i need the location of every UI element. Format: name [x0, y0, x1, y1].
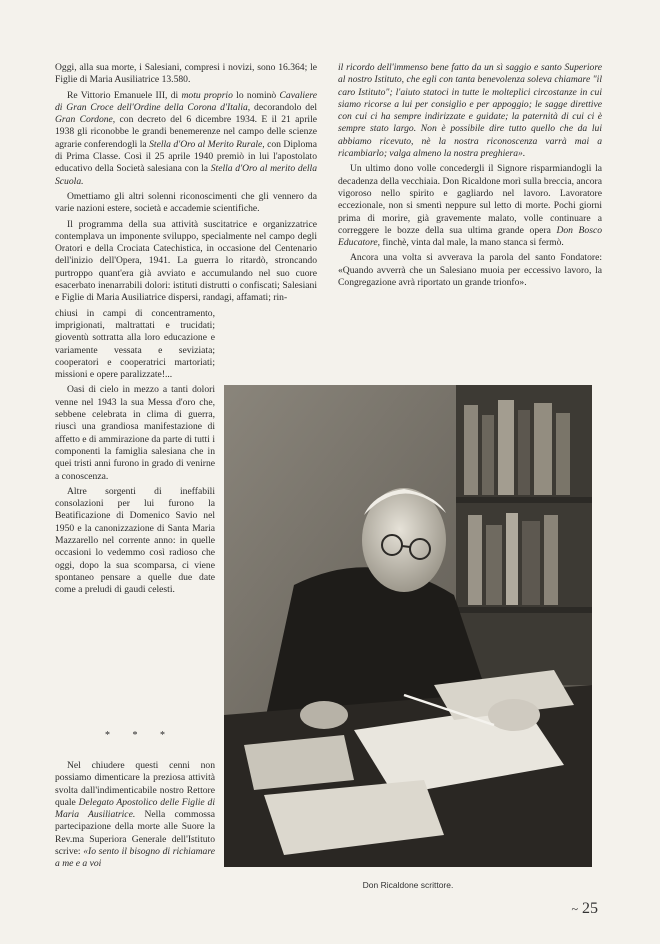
- text-span: Nel chiudere questi cenni non possiamo dimenticare la preziosa attività svolta dall'indimenticabile nostro Rettore quale: [55, 760, 215, 808]
- text-span: Nella commossa partecipazione della morte alle Suore la Rev.ma Superiora Generale dell'Istituto scrive:: [55, 809, 216, 858]
- paragraph: Oggi, alla sua morte, i Salesiani, compresi i novizi, sono 16.364; le Figlie di Maria Ausiliatrice 13.580.: [55, 62, 317, 86]
- paragraph: Omettiamo gli altri solenni riconoscimenti che gli vennero da varie nazioni estere, società e accademie scientifiche.: [55, 190, 317, 215]
- section-separator: * * *: [105, 730, 175, 741]
- paragraph: chiusi in campi di concentramento, imprigionati, maltrattati e trucidati; gioventù sottratta alla loro educazione e variamente vessata e seviziata; cooperatori e cooperatrici martoriati; missioni e opere paralizzate!...: [55, 307, 215, 381]
- photo-illustration: [224, 385, 592, 867]
- text-span: Re Vittorio Emanuele III, di: [67, 89, 182, 101]
- text-span: Un ultimo dono volle concedergli il Signore risparmiandogli la decadenza della vecchiaia. Don Ricaldone morì sulla breccia, ancora vigoroso nello spirito e gagliardo nel lavoro. Lavoratore eccezionale, non si smentì neppure sul letto di morte. Pochi giorni prima di morire, già gravemente malato, volle continuare a correggere le bozze della sua ultima grande opera: [338, 163, 602, 236]
- page-number: [572, 900, 599, 918]
- page-ornament: ~: [571, 902, 578, 916]
- paragraph: [55, 90, 317, 188]
- closing-column: [55, 760, 215, 871]
- paragraph: Il programma della sua attività suscitatrice e organizzatrice contemplava un imponente sviluppo, specialmente nel campo degli Oratori e della Crociata Catechistica, in occasione del Centenario dell'inizio dell'Opera, 1941. La guerra lo ritardò, stroncando purtroppo quant'era già avviato e accumulando nel suo cuore esacerbato inenarrabili dolori: istituti distrutti o confiscati; Salesiani e Figlie di Maria Ausiliatrice dispersi, randagi, affamati; rin-: [55, 218, 317, 304]
- italic-phrase: motu proprio: [181, 89, 233, 101]
- paragraph: Oasi di cielo in mezzo a tanti dolori venne nel 1943 la sua Messa d'oro che, sebbene celebrata in clima di guerra, riuscì una grandiosa manifestazione di affetto e di ammirazione da parte di tutti i componenti la famiglia salesiana che in quei tristi anni furono in grado di venirne a conoscenza.: [55, 384, 215, 482]
- paragraph: [338, 62, 602, 160]
- text-span: finchè, vinta dal male, la mano stanca si fermò.: [380, 237, 564, 249]
- italic-quote: «Io sento il bisogno di richiamare a me e a voi: [55, 846, 215, 870]
- text-span: lo nominò: [232, 89, 280, 101]
- paragraph: Ancora una volta si avverava la parola del santo Fondatore: «Quando avverrà che un Salesiano muoia per eccessivo lavoro, la Congregazione avrà riportato un grande trionfo».: [338, 252, 602, 289]
- italic-phrase: Delegato Apostolico delle Figlie di Maria Ausiliatrice.: [55, 796, 215, 821]
- photo-caption: Don Ricaldone scrittore.: [362, 880, 454, 890]
- right-column: [338, 62, 602, 292]
- italic-phrase: Stella d'Oro al Merito Rurale,: [149, 138, 265, 150]
- italic-phrase: Gran Cordone,: [55, 114, 116, 126]
- text-span: decorandolo del: [250, 101, 318, 113]
- paragraph: [55, 760, 215, 871]
- text-span: con Diploma di Prima Classe. Così il 25 aprile 1940 premiò in lui l'apostolato educativo della Società salesiana con la: [55, 138, 317, 175]
- paragraph: Altre sorgenti di ineffabili consolazioni per lui furono la Beatificazione di Domenico Savio nel 1950 e la canonizzazione di Santa Maria Mazzarello nel corrente anno: in quelle occasioni lo vedemmo così radioso che oggi, dopo la sua scomparsa, ci viene spontaneo pensare a quelle due date come a preludi di gaudi celesti.: [55, 485, 215, 596]
- italic-phrase: Stella d'Oro al merito della Scuola.: [55, 163, 317, 187]
- italic-phrase: Don Bosco Educatore,: [338, 224, 603, 249]
- page-number-value: 25: [582, 900, 598, 917]
- italic-phrase: Cavaliere di Gran Croce dell'Ordine della Corona d'Italia,: [55, 89, 317, 113]
- text-span: con decreto del 6 dicembre 1934. E il 21 aprile 1938 gli riconobbe le grandi benemerenze nel campo delle scienze agrarie conferendogli la: [55, 114, 318, 150]
- italic-quote: il ricordo dell'immenso bene fatto da un sì saggio e santo Superiore al nostro Istituto, che egli con tanta benevolenza soleva chiamare "il caro Istituto"; l'aiuto statoci in tutte le molteplici circostanze in cui siamo ricorse a lui per consiglio e per appoggio; le sagge direttive con cui ci ha sempre indirizzate e guidate; la paternità di cui ci è sempre stato largo. Non è possibile dire tutto quello che da lui abbiamo ricevuto, nè la nostra riconoscenza varrà mai a ricambiarlo; valga almeno la nostra preghiera».: [338, 62, 602, 160]
- paragraph: [338, 163, 602, 249]
- portrait-photo: [224, 385, 592, 867]
